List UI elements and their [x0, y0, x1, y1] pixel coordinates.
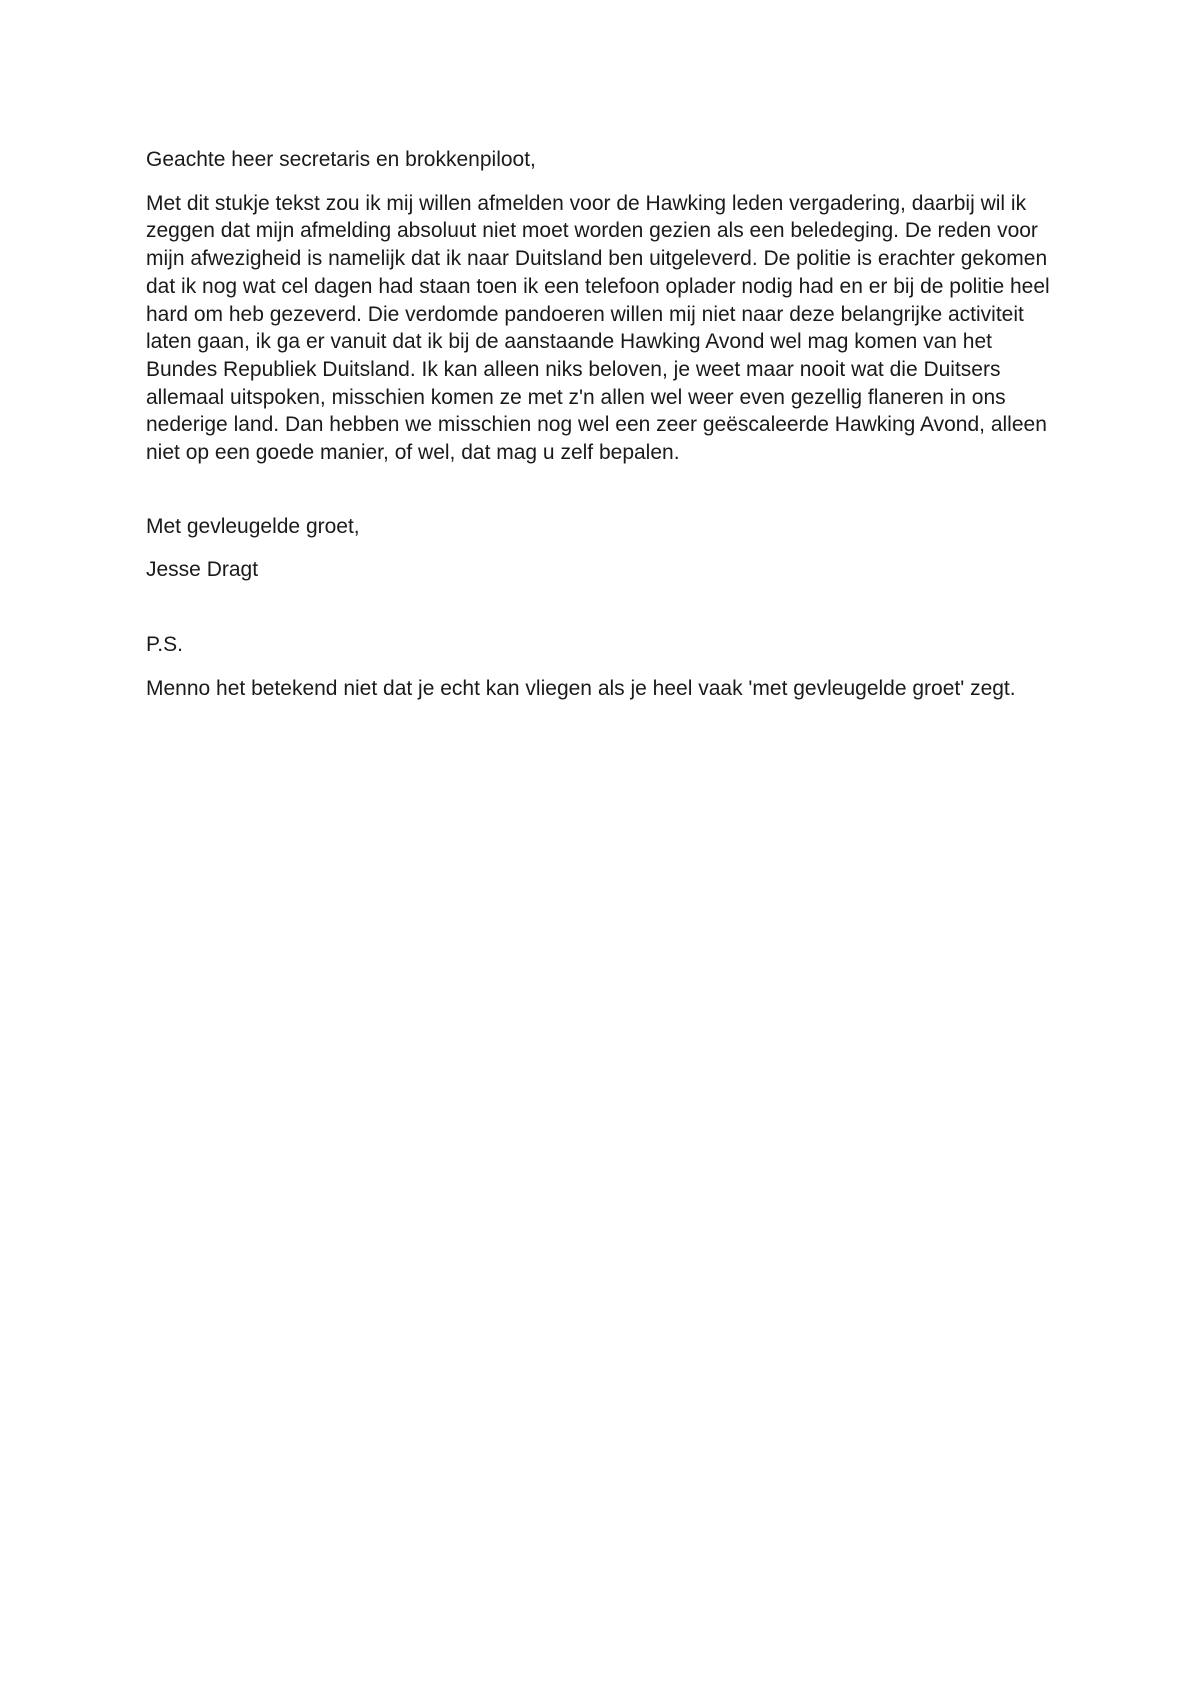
- closing: Met gevleugelde groet,: [146, 514, 360, 538]
- postscript-label: P.S.: [146, 633, 183, 657]
- letter-body: Met dit stukje tekst zou ik mij willen afmelden voor de Hawking leden vergadering, daarbij wil ik zeggen dat mijn afmelding absoluut niet moet worden gezien als een beledeging. De reden voor mijn afwezigheid is namelijk dat ik naar Duitsland ben uitgeleverd. De politie is erachter gekomen dat ik nog wat cel dagen had staan toen ik een telefoon oplader nodig had en er bij de politie heel hard om heb gezeverd. Die verdomde pandoeren willen mij niet naar deze belangrijke activiteit laten gaan, ik ga er vanuit dat ik bij de aanstaande Hawking Avond wel mag komen van het Bundes Republiek Duitsland. Ik kan alleen niks beloven, je weet maar nooit wat die Duitsers allemaal uitspoken, misschien komen ze met z'n allen wel weer even gezellig flaneren in ons nederige land. Dan hebben we misschien nog wel een zeer geëscaleerde Hawking Avond, alleen niet op een goede manier, of wel, dat mag u zelf bepalen.: [146, 191, 1050, 465]
- signature: Jesse Dragt: [146, 558, 259, 582]
- salutation: Geachte heer secretaris en brokkenpiloot,: [146, 148, 536, 171]
- postscript-text: Menno het betekend niet dat je echt kan vliegen als je heel vaak 'met gevleugelde groet' zegt.: [146, 676, 1016, 700]
- letter: [146, 146, 1066, 703]
